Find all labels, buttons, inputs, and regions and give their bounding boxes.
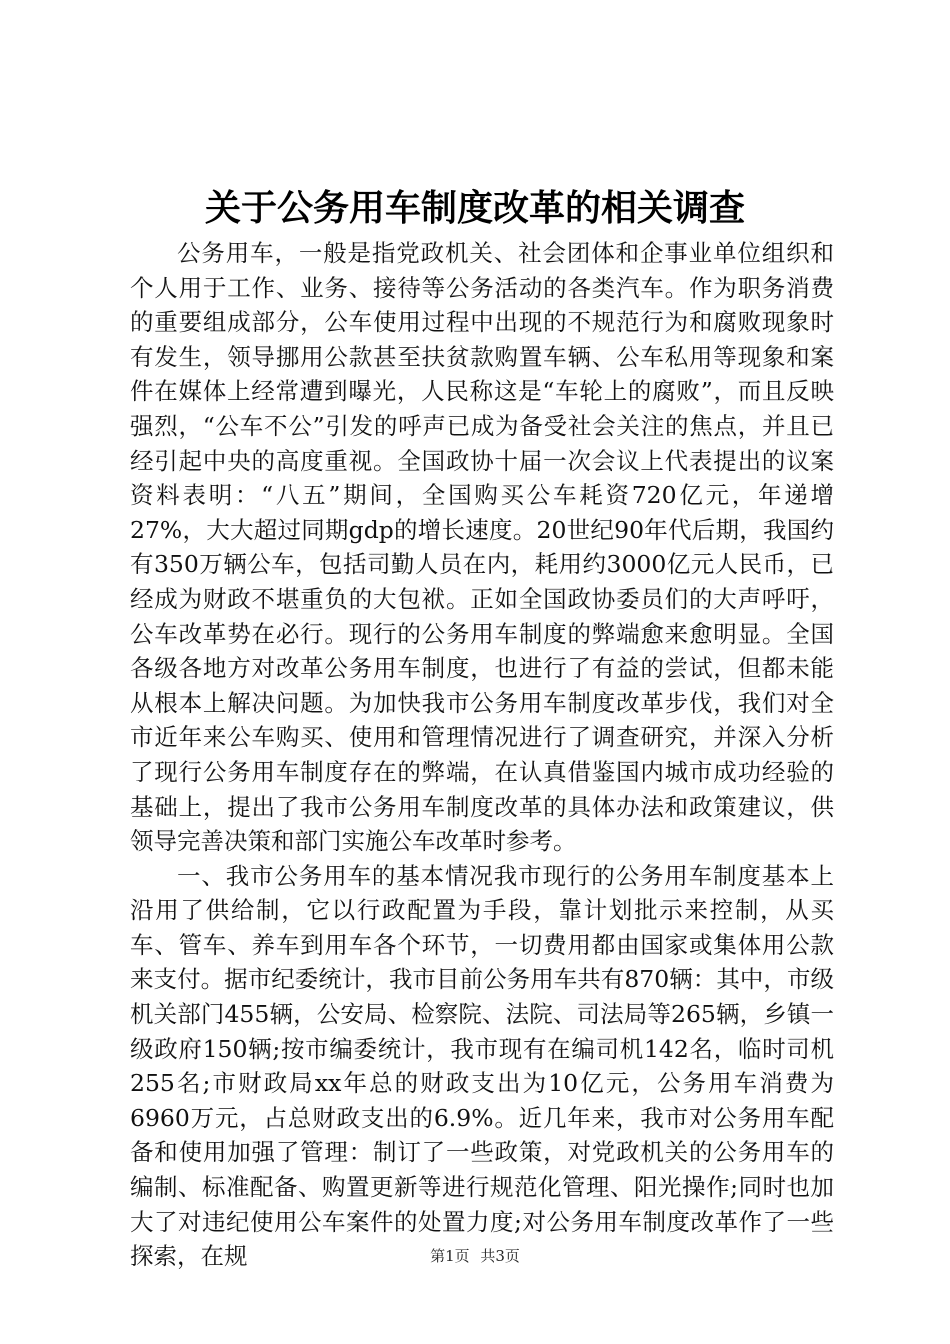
page-footer	[0, 1246, 950, 1266]
document-body	[130, 236, 834, 1274]
page-number-current: 第1页	[430, 1247, 470, 1265]
document-title: 关于公务用车制度改革的相关调查	[204, 187, 745, 229]
paragraph-section-one: 一、我市公务用车的基本情况我市现行的公务用车制度基本上沿用了供给制，它以行政配置为手段，靠计划批示来控制，从买车、管车、养车到用车各个环节，一切费用都由国家或集体用公款来支付。据市纪委统计，我市目前公务用车共有870辆：其中，市级机关部门455辆，公安局、检察院、法院、司法局等265辆，乡镇一级政府150辆;按市编委统计，我市现有在编司机142名，临时司机255名;市财政局xx年总的财政支出为10亿元，公务用车消费为6960万元，占总财政支出的6.9%。近几年来，我市对公务用车配备和使用加强了管理：制订了一些政策，对党政机关的公务用车的编制、标准配备、购置更新等进行规范化管理、阳光操作;同时也加大了对违纪使用公车案件的处置力度;对公务用车制度改革作了一些探索，在规	[130, 861, 834, 1271]
page-number-total: 共3页	[480, 1247, 520, 1265]
paragraph-intro: 公务用车，一般是指党政机关、社会团体和企事业单位组织和个人用于工作、业务、接待等公务活动的各类汽车。作为职务消费的重要组成部分，公车使用过程中出现的不规范行为和腐败现象时有发生，领导挪用公款甚至扶贫款购置车辆、公车私用等现象和案件在媒体上经常遭到曝光，人民称这是“车轮上的腐败”，而且反映强烈，“公车不公”引发的呼声已成为备受社会关注的焦点，并且已经引起中央的高度重视。全国政协十届一次会议上代表提出的议案资料表明：“八五”期间，全国购买公车耗资720亿元，年递增27%，大大超过同期gdp的增长速度。20世纪90年代后期，我国约有350万辆公车，包括司勤人员在内，耗用约3000亿元人民币，已经成为财政不堪重负的大包袱。正如全国政协委员们的大声呼吁，公车改革势在必行。现行的公务用车制度的弊端愈来愈明显。全国各级各地方对改革公务用车制度，也进行了有益的尝试，但都未能从根本上解决问题。为加快我市公务用车制度改革步伐，我们对全市近年来公车购买、使用和管理情况进行了调查研究，并深入分析了现行公务用车制度存在的弊端，在认真借鉴国内城市成功经验的基础上，提出了我市公务用车制度改革的具体办法和政策建议，供领导完善决策和部门实施公车改革时参考。	[130, 239, 834, 856]
